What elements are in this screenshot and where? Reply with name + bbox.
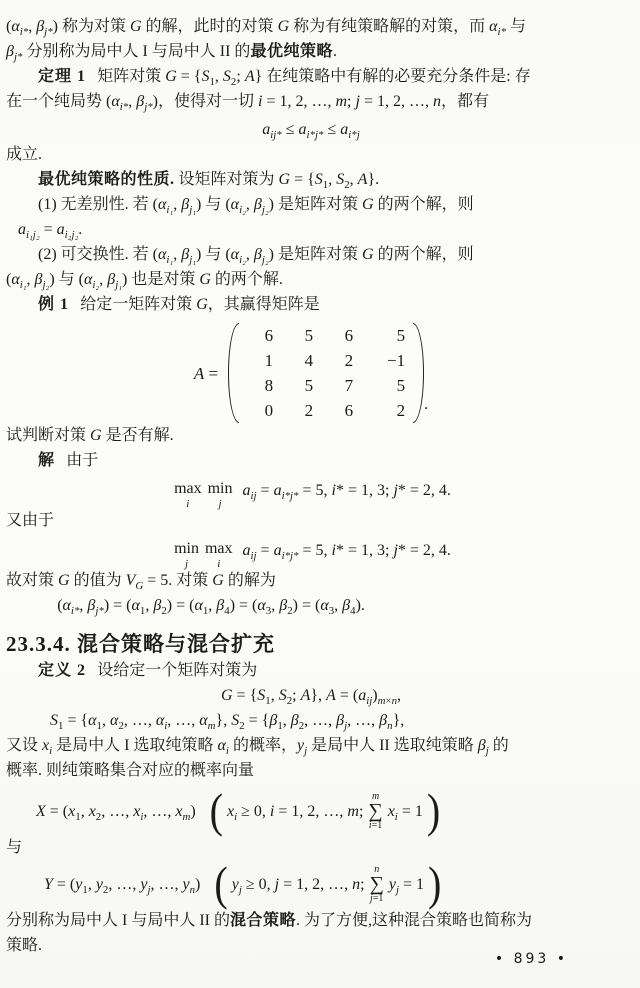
y-condition-post: $y_j = 1$ — [388, 875, 424, 896]
matrix-cell: 5 — [396, 326, 406, 345]
maxmin-body: $a_{ij} = a_{i*j*} = 5$, i* = 1, 3; j* = 2, 4. — [242, 481, 451, 502]
max-operator — [174, 482, 202, 510]
game-value-line: 故对策 G 的值为 $V_G = 5$. 对策 G 的解为 — [6, 572, 276, 593]
min-op-limit: j — [218, 498, 222, 510]
example-1-label: 例 1 — [38, 296, 70, 313]
sigma-symbol: ∑ — [368, 799, 383, 822]
summation-y — [370, 865, 384, 904]
theorem-1-label: 定理 1 — [38, 68, 87, 85]
y-condition-group — [214, 856, 442, 910]
solution-label: 解 — [38, 452, 56, 469]
matrix-cell: 5 — [396, 376, 406, 395]
matrix-cell: 6 — [264, 326, 274, 345]
property-2-line-2: ($\alpha_{i_1}$, $\beta_{j_2}$) 与 ($\alpha_{i_2}$, $\beta_{j_1}$) 也是对策 G 的两个解. — [6, 271, 283, 292]
maxmin-formula — [6, 476, 616, 508]
matrix-cell: 0 — [264, 401, 274, 420]
matrix-period: . — [424, 396, 429, 413]
matrix-cell: 2 — [344, 351, 354, 370]
y-vector-formula — [44, 856, 616, 910]
matrix-cell: 6 — [344, 326, 354, 345]
max-op-limit: i — [217, 558, 221, 570]
min-op-limit: j — [184, 558, 189, 570]
y-condition-body — [232, 865, 424, 904]
properties-heading: 最优纯策略的性质. 设矩阵对策为 $G = \{S_1$, $S_2$, A}. — [38, 171, 380, 192]
payoff-matrix — [6, 323, 616, 423]
max-op-text: max — [204, 540, 233, 557]
solution-intro-line — [6, 448, 616, 473]
strategy-sets-formula: $S_1 = \{\alpha_1$, $\alpha_2$, …, $\alpha_i$, …, $\alpha_m$}, $S_2 = \{\beta_1$, $\beta_2$, …, $\beta_j$, …, $\beta_n$}, — [50, 712, 405, 733]
matrix-cell: 5 — [304, 326, 314, 345]
sum-upper-limit: m — [371, 790, 380, 802]
y-vector-lhs: $Y = (y_1$, $y_2$, …, $y_j$, …, $y_n$) — [44, 875, 201, 896]
max-op-text: max — [174, 480, 202, 497]
big-right-paren: ) — [426, 783, 441, 837]
matrix-left-paren — [228, 323, 239, 423]
section-heading-23-3-4: 23.3.4. 混合策略与混合扩充 — [6, 632, 275, 656]
matrix-cell: 6 — [344, 401, 354, 420]
big-right-paren: ) — [428, 856, 442, 910]
min-operator — [174, 542, 199, 570]
max-op-limit: i — [186, 498, 190, 510]
property-1-line-1: (1) 无差别性. 若 ($\alpha_{i_1}$, $\beta_{j_1}$) 与 ($\alpha_{i_2}$, $\beta_{j_2}$) 是矩阵对策 G 的两个解，则 — [38, 196, 474, 217]
theorem-1-line-1 — [6, 64, 616, 89]
intro-line-2: $\beta_{j*}$ 分别称为局中人 I 与局中人 II 的最优纯策略. — [6, 43, 337, 64]
matrix-right-paren — [413, 323, 424, 423]
matrix-lhs: A = — [193, 363, 219, 383]
summation-x — [368, 792, 382, 831]
big-left-paren: ( — [209, 783, 223, 837]
y-condition-pre: $y_j \ge 0$, j = 1, 2, …, n; — [231, 875, 365, 896]
sum-lower-limit: j=1 — [369, 892, 384, 904]
matrix-cell: 7 — [344, 376, 354, 395]
matrix-grid — [239, 323, 413, 423]
matrix-cell: 1 — [264, 351, 274, 370]
property-1-formula: $a_{i_1j_2} = a_{i_2j_2}$. — [18, 221, 83, 242]
x-condition-post: $x_i = 1$ — [387, 802, 423, 823]
matrix-cell: −1 — [387, 351, 406, 370]
min-operator — [208, 482, 233, 510]
matrix-cell: 5 — [304, 376, 314, 395]
x-condition-pre: $x_i \ge 0$, i = 1, 2, …, m; — [227, 802, 364, 823]
min-op-text: min — [207, 480, 233, 497]
matrix-cell: 2 — [304, 401, 314, 420]
max-operator — [205, 542, 233, 570]
again-line: 又由于 — [6, 512, 55, 529]
question-line: 试判断对策 G 是否有解. — [6, 427, 174, 444]
probability-text-line-2: 概率. 则纯策略集合对应的概率向量 — [6, 762, 255, 779]
sigma-symbol: ∑ — [369, 872, 384, 895]
mixed-strategy-tail-line-1: 分别称为局中人 I 与局中人 II 的混合策略. 为了方便,这种混合策略也简称为 — [6, 912, 533, 929]
theorem-1-line-2: 在一个纯局势 ($\alpha_{i*}$, $\beta_{j*}$)，使得对一切 i = 1, 2, …, m; j = 1, 2, …, n，都有 — [6, 93, 489, 114]
x-condition-body — [227, 792, 423, 831]
probability-text-line-1: 又设 $x_i$ 是局中人 I 选取纯策略 $\alpha_i$ 的概率，$y_j$ 是局中人 II 选取纯策略 $\beta_j$ 的 — [6, 737, 509, 758]
definition-2-line — [6, 658, 616, 683]
example-1-line — [6, 292, 616, 317]
game-definition-formula: $G = \{S_1$, $S_2$; A}, $A = (a_{ij})_{m\times n}$, — [220, 687, 401, 708]
example-1-text: 给定一矩阵对策 G，其赢得矩阵是 — [80, 296, 320, 313]
theorem-1-statement-start: 矩阵对策 $G = \{S_1$, $S_2$; A} 在纯策略中有解的必要充分条件是: 存 — [97, 68, 531, 89]
x-condition-group — [209, 783, 441, 837]
definition-2-label: 定义 2 — [38, 662, 87, 679]
solutions-line: ($\alpha_{i*}$, $\beta_{j*}) = (\alpha_1$, $\beta_2) = (\alpha_1$, $\beta_4) = (\alpha_3$, $\beta_2) = (\alpha_3$, $\beta_4$). — [57, 597, 365, 618]
minmax-formula — [6, 536, 616, 568]
minmax-body: $a_{ij} = a_{i*j*} = 5$, i* = 1, 3; j* = 2, 4. — [242, 541, 451, 562]
x-vector-lhs: $X = (x_1$, $x_2$, …, $x_i$, …, $x_m$) — [36, 802, 196, 823]
solution-intro-text: 由于 — [66, 452, 99, 469]
definition-2-text: 设给定一个矩阵对策为 — [97, 662, 258, 679]
min-op-text: min — [174, 540, 199, 557]
intro-line-1: ($\alpha_{i*}$, $\beta_{j*}$) 称为对策 G 的解，此时的对策 G 称为有纯策略解的对策，而 $\alpha_{i*}$ 与 — [6, 18, 527, 39]
sum-upper-limit: n — [374, 863, 380, 875]
saddle-point-inequality-formula: $a_{ij*} \le a_{i*j*} \le a_{i*j}$ — [262, 121, 360, 142]
theorem-holds-text: 成立. — [6, 146, 43, 163]
page-number: • 893 • — [494, 951, 568, 967]
big-left-paren: ( — [214, 856, 228, 910]
mixed-strategy-tail-line-2: 策略. — [6, 937, 43, 954]
x-vector-formula — [36, 783, 616, 837]
matrix-cell: 2 — [396, 401, 406, 420]
matrix-cell: 4 — [304, 351, 314, 370]
property-2-line-1: (2) 可交换性. 若 ($\alpha_{i_1}$, $\beta_{j_1}$) 与 ($\alpha_{i_2}$, $\beta_{j_2}$) 是矩阵对策 G 的两个解，则 — [38, 246, 474, 267]
conjunction-line: 与 — [6, 839, 23, 856]
sum-lower-limit: i=1 — [368, 819, 383, 831]
matrix-cell: 8 — [264, 376, 274, 395]
